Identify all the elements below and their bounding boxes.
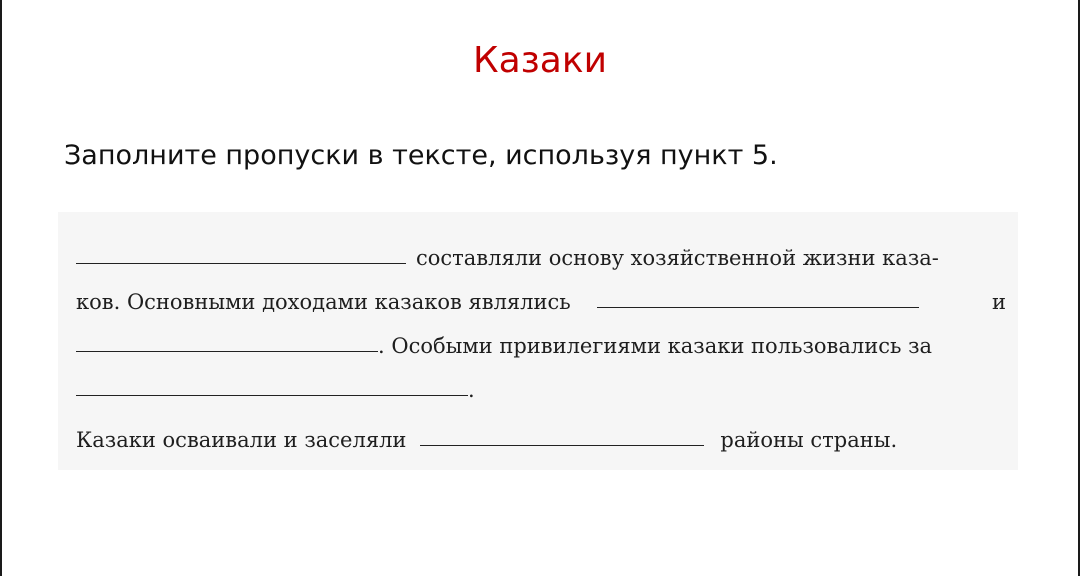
left-border-line <box>0 0 2 576</box>
worksheet-scan <box>58 212 1018 470</box>
instruction-text: Заполните пропуски в тексте, используя пункт 5. <box>64 140 778 171</box>
line-3-text: . Особыми привилегиями казаки пользовались за <box>378 334 933 358</box>
line-2-text-after: и <box>992 290 1006 314</box>
line-2-text-before: ков. Основными доходами казаков являлись <box>76 290 571 314</box>
fill-in-blank-2[interactable] <box>597 307 919 308</box>
page-title: Казаки <box>473 40 607 81</box>
worksheet-line-4 <box>76 358 1006 402</box>
worksheet-line-3 <box>76 314 1006 358</box>
worksheet-line-1 <box>76 226 1006 270</box>
fill-in-blank-4[interactable] <box>76 395 468 396</box>
line-5-text-before: Казаки осваивали и заселяли <box>76 428 407 452</box>
worksheet-line-5 <box>76 408 1006 452</box>
line-5-text-after: районы страны. <box>720 428 898 452</box>
worksheet-line-2 <box>76 270 1006 314</box>
line-4-text: . <box>468 378 475 402</box>
fill-in-blank-1[interactable] <box>76 263 406 264</box>
fill-in-blank-3[interactable] <box>76 351 378 352</box>
line-1-text: составляли основу хозяйственной жизни каза- <box>416 246 939 270</box>
fill-in-blank-5[interactable] <box>420 445 704 446</box>
